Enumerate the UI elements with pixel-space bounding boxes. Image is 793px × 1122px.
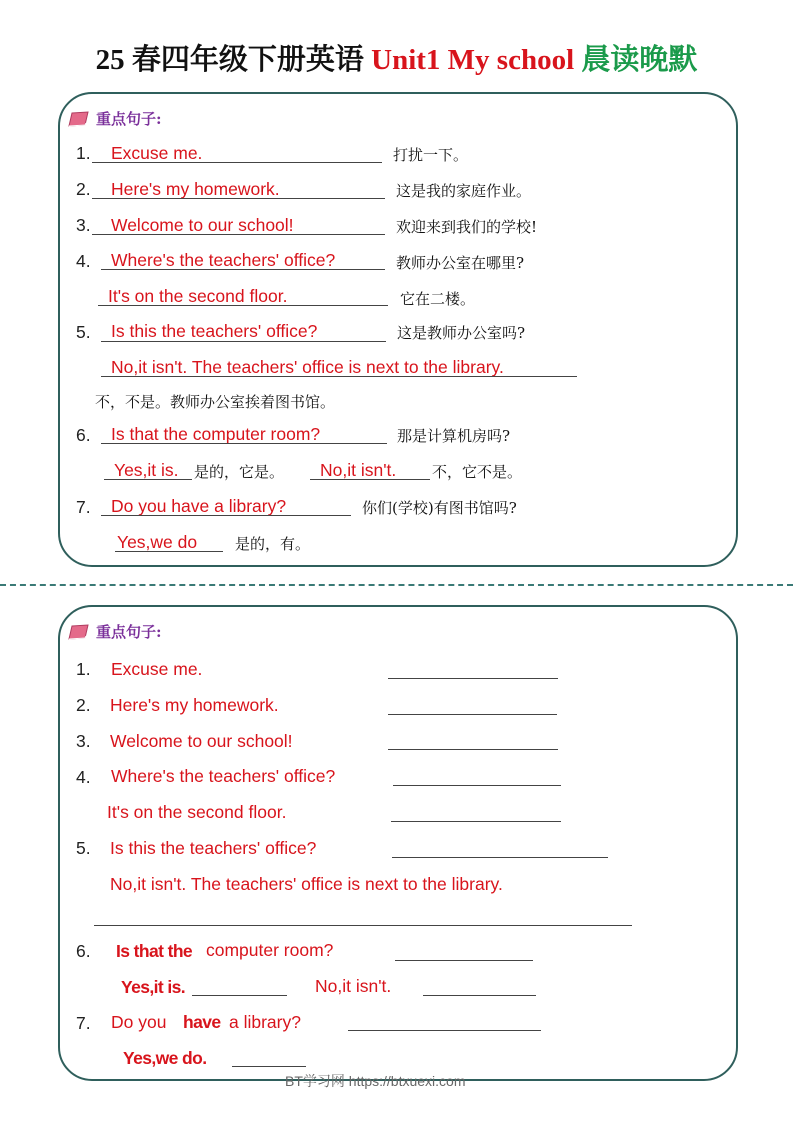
answer-line bbox=[101, 269, 385, 270]
answer-en: Excuse me. bbox=[111, 143, 203, 163]
translation-zh: 那是计算机房吗? bbox=[397, 427, 511, 445]
title-unit: Unit1 My school bbox=[371, 44, 582, 76]
watermark: BT学习网 https://btxuexi.com bbox=[285, 1073, 466, 1089]
item-number: 7. bbox=[76, 1013, 91, 1033]
sentence-en-part-c: a library? bbox=[229, 1012, 301, 1032]
answer-line bbox=[104, 479, 192, 480]
item-number: 5. bbox=[76, 322, 91, 342]
sentence-en: Where's the teachers' office? bbox=[111, 766, 336, 786]
answer-en: Where's the teachers' office? bbox=[111, 250, 336, 270]
item-number: 2. bbox=[76, 695, 91, 715]
translation-blank[interactable] bbox=[395, 960, 533, 961]
translation-zh: 它在二楼。 bbox=[400, 290, 476, 308]
item-number: 1. bbox=[76, 659, 91, 679]
section-header-label: 重点句子: bbox=[96, 623, 162, 641]
translation-blank[interactable] bbox=[388, 749, 558, 750]
item-number: 3. bbox=[76, 731, 91, 751]
answer-en: No,it isn't. The teachers' office is next to the library. bbox=[111, 357, 504, 377]
section-header bbox=[68, 621, 162, 642]
section-header-label: 重点句子: bbox=[96, 110, 162, 128]
answer-line bbox=[98, 305, 388, 306]
answer-en: Do you have a library? bbox=[111, 496, 287, 516]
translation-blank[interactable] bbox=[388, 678, 558, 679]
sentence-en: Welcome to our school! bbox=[110, 731, 293, 751]
translation-blank[interactable] bbox=[392, 857, 608, 858]
sentence-en-part-a: Do you bbox=[111, 1012, 167, 1032]
answer-en: It's on the second floor. bbox=[108, 286, 288, 306]
item-number: 4. bbox=[76, 251, 91, 271]
sentence-en: Excuse me. bbox=[111, 659, 203, 679]
translation-zh: 这是我的家庭作业。 bbox=[396, 182, 532, 200]
translation-blank[interactable] bbox=[232, 1066, 306, 1067]
translation-zh: 不，不是。教师办公室挨着图书馆。 bbox=[95, 393, 336, 411]
sentence-en-no: No,it isn't. bbox=[315, 976, 392, 996]
sentence-en: Here's my homework. bbox=[110, 695, 279, 715]
translation-blank[interactable] bbox=[391, 821, 561, 822]
book-icon bbox=[68, 624, 90, 640]
translation-blank[interactable] bbox=[192, 995, 287, 996]
translation-blank[interactable] bbox=[423, 995, 536, 996]
answer-line bbox=[115, 551, 223, 552]
answer-line bbox=[101, 515, 351, 516]
item-number: 6. bbox=[76, 425, 91, 445]
answer-line bbox=[310, 479, 430, 480]
translation-zh: 教师办公室在哪里? bbox=[396, 254, 525, 272]
answer-en: Welcome to our school! bbox=[111, 215, 294, 235]
translation-zh: 你们(学校)有图书馆吗? bbox=[362, 499, 517, 517]
answer-en: Is this the teachers' office? bbox=[111, 321, 318, 341]
translation-zh-yes: 是的，它是。 bbox=[194, 463, 285, 481]
sentence-en: No,it isn't. The teachers' office is next to the library. bbox=[110, 874, 503, 894]
translation-blank[interactable] bbox=[94, 925, 632, 926]
answer-en: Yes,we do bbox=[117, 532, 198, 552]
title-grade: 25 春四年级下册英语 bbox=[95, 44, 372, 76]
answer-line bbox=[101, 443, 387, 444]
sentence-en-yes: Yes,it is. bbox=[121, 977, 186, 997]
translation-zh-no: 不，它不是。 bbox=[432, 463, 523, 481]
title-suffix: 晨读晚默 bbox=[581, 44, 698, 76]
answer-en: Is that the computer room? bbox=[111, 424, 321, 444]
item-number: 1. bbox=[76, 143, 91, 163]
page-title bbox=[0, 40, 793, 80]
answer-line bbox=[92, 198, 385, 199]
translation-zh: 这是教师办公室吗? bbox=[397, 324, 526, 342]
answer-line bbox=[101, 376, 577, 377]
sentence-en: Is this the teachers' office? bbox=[110, 838, 317, 858]
item-number: 4. bbox=[76, 767, 91, 787]
item-number: 3. bbox=[76, 215, 91, 235]
cut-divider bbox=[0, 584, 793, 586]
answer-line bbox=[101, 341, 386, 342]
answer-en-no: No,it isn't. bbox=[320, 460, 397, 480]
translation-zh: 打扰一下。 bbox=[393, 146, 469, 164]
sentence-en-part-b: computer room? bbox=[206, 940, 334, 960]
book-icon bbox=[68, 111, 90, 127]
translation-blank[interactable] bbox=[348, 1030, 541, 1031]
sentence-en-part-b: have bbox=[183, 1012, 221, 1032]
translation-zh: 欢迎来到我们的学校! bbox=[396, 218, 538, 236]
sentence-en: It's on the second floor. bbox=[107, 802, 287, 822]
item-number: 5. bbox=[76, 838, 91, 858]
sentence-en: Yes,we do. bbox=[123, 1048, 207, 1068]
answer-en-yes: Yes,it is. bbox=[114, 460, 179, 480]
item-number: 2. bbox=[76, 179, 91, 199]
answer-line bbox=[92, 162, 382, 163]
sentence-en-part-a: Is that the bbox=[116, 941, 193, 961]
translation-blank[interactable] bbox=[388, 714, 557, 715]
translation-zh: 是的，有。 bbox=[235, 535, 311, 553]
answer-line bbox=[92, 234, 385, 235]
item-number: 7. bbox=[76, 497, 91, 517]
answer-en: Here's my homework. bbox=[111, 179, 280, 199]
item-number: 6. bbox=[76, 941, 91, 961]
section-header bbox=[68, 108, 162, 129]
translation-blank[interactable] bbox=[393, 785, 561, 786]
